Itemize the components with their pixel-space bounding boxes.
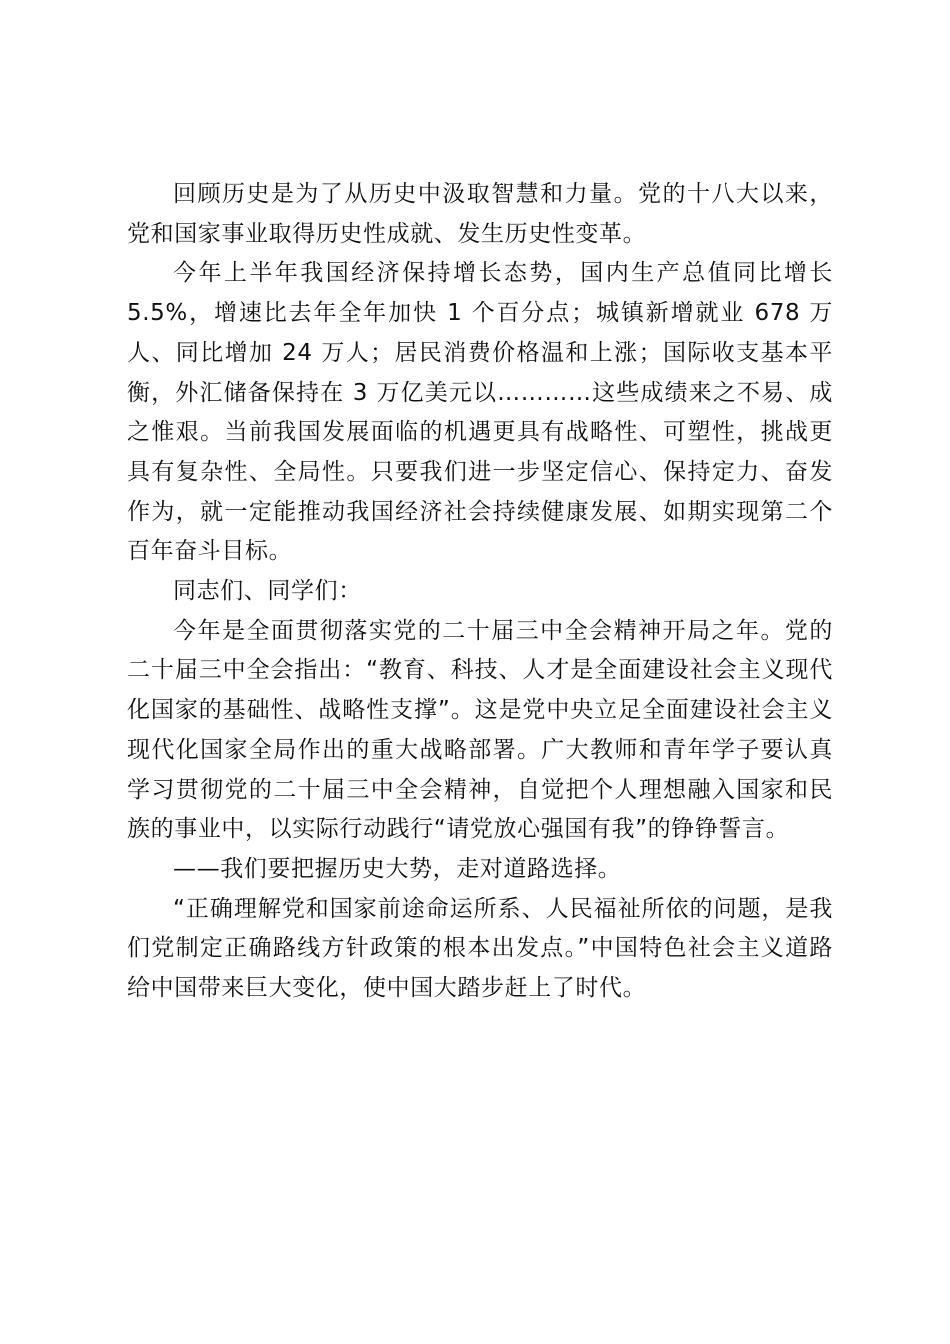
paragraph-plenum: 今年是全面贯彻落实党的二十届三中全会精神开局之年。党的二十届三中全会指出：“教育、科技、人才是全面建设社会主义现代化国家的基础性、战略性支撑”。这是党中央立足全面建设社会主义现代化国家全局作出的重大战略部署。广大教师和青年学子要认真学习贯彻党的二十届三中全会精神，自觉把个人理想融入国家和民族的事业中，以实际行动践行“请党放心强国有我”的铮铮誓言。 xyxy=(127,617,833,843)
paragraph-heading-path: ——我们要把握历史大势，走对道路选择。 xyxy=(173,855,622,882)
paragraph-economy: 今年上半年我国经济保持增长态势，国内生产总值同比增长 5.5%，增速比去年全年加快 1 个百分点；城镇新增就业 678 万人、同比增加 24 万人；居民消费价格温和上涨；国际收支基本平衡，外汇储备保持在 3 万亿美元以…………这些成绩来之不易、成之惟艰。当前我国发展面临的机遇更具有战略性、可塑性，挑战更具有复杂性、全局性。只要我们进一步坚定信心、保持定力、奋发作为，就一定能推动我国经济社会持续健康发展、如期实现第二个百年奋斗目标。 xyxy=(127,260,833,565)
paragraph-salutation: 同志们、同学们： xyxy=(173,578,362,605)
paragraph-path-choice: “正确理解党和国家前途命运所系、人民福祉所依的问题，是我们党制定正确路线方针政策的根本出发点。”中国特色社会主义道路给中国带来巨大变化，使中国大踏步赶上了时代。 xyxy=(127,895,833,1002)
document-body xyxy=(127,175,833,1009)
paragraph-history: 回顾历史是为了从历史中汲取智慧和力量。党的十八大以来，党和国家事业取得历史性成就、发生历史性变革。 xyxy=(127,181,833,247)
